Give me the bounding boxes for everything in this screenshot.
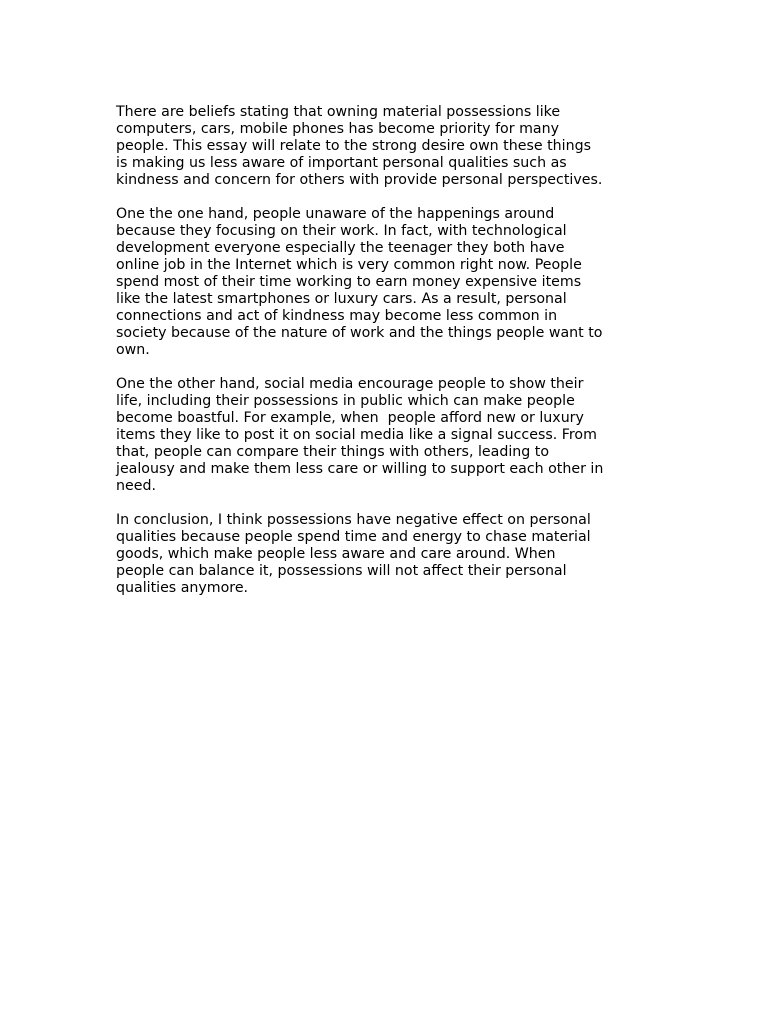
text-line: society because of the nature of work and the things people want to <box>116 325 603 341</box>
text-line: is making us less aware of important personal qualities such as <box>116 155 567 171</box>
text-line: own. <box>116 342 150 358</box>
paragraph-conclusion <box>116 512 656 597</box>
text-line: life, including their possessions in public which can make people <box>116 393 575 409</box>
text-line: development everyone especially the teenager they both have <box>116 240 565 256</box>
text-line: because they focusing on their work. In fact, with technological <box>116 223 567 239</box>
text-line: computers, cars, mobile phones has become priority for many <box>116 121 559 137</box>
text-line: online job in the Internet which is very common right now. People <box>116 257 582 273</box>
text-line: people can balance it, possessions will not affect their personal <box>116 563 567 579</box>
text-line: need. <box>116 478 156 494</box>
text-line: like the latest smartphones or luxury cars. As a result, personal <box>116 291 567 307</box>
text-line: In conclusion, I think possessions have negative effect on personal <box>116 512 591 528</box>
text-line: people. This essay will relate to the strong desire own these things <box>116 138 591 154</box>
paragraph-body-one <box>116 206 656 359</box>
paragraph-body-two <box>116 376 656 495</box>
text-line: qualities because people spend time and energy to chase material <box>116 529 591 545</box>
essay-body <box>116 104 656 614</box>
text-line: One the other hand, social media encourage people to show their <box>116 376 584 392</box>
text-line: kindness and concern for others with provide personal perspectives. <box>116 172 603 188</box>
paragraph-introduction <box>116 104 656 189</box>
text-line: items they like to post it on social media like a signal success. From <box>116 427 597 443</box>
text-line: become boastful. For example, when people afford new or luxury <box>116 410 584 426</box>
text-line: goods, which make people less aware and care around. When <box>116 546 556 562</box>
text-line: There are beliefs stating that owning material possessions like <box>116 104 561 120</box>
text-line: One the one hand, people unaware of the happenings around <box>116 206 555 222</box>
text-line: that, people can compare their things with others, leading to <box>116 444 550 460</box>
text-line: spend most of their time working to earn money expensive items <box>116 274 582 290</box>
text-line: qualities anymore. <box>116 580 249 596</box>
text-line: connections and act of kindness may become less common in <box>116 308 558 324</box>
text-line: jealousy and make them less care or willing to support each other in <box>116 461 604 477</box>
